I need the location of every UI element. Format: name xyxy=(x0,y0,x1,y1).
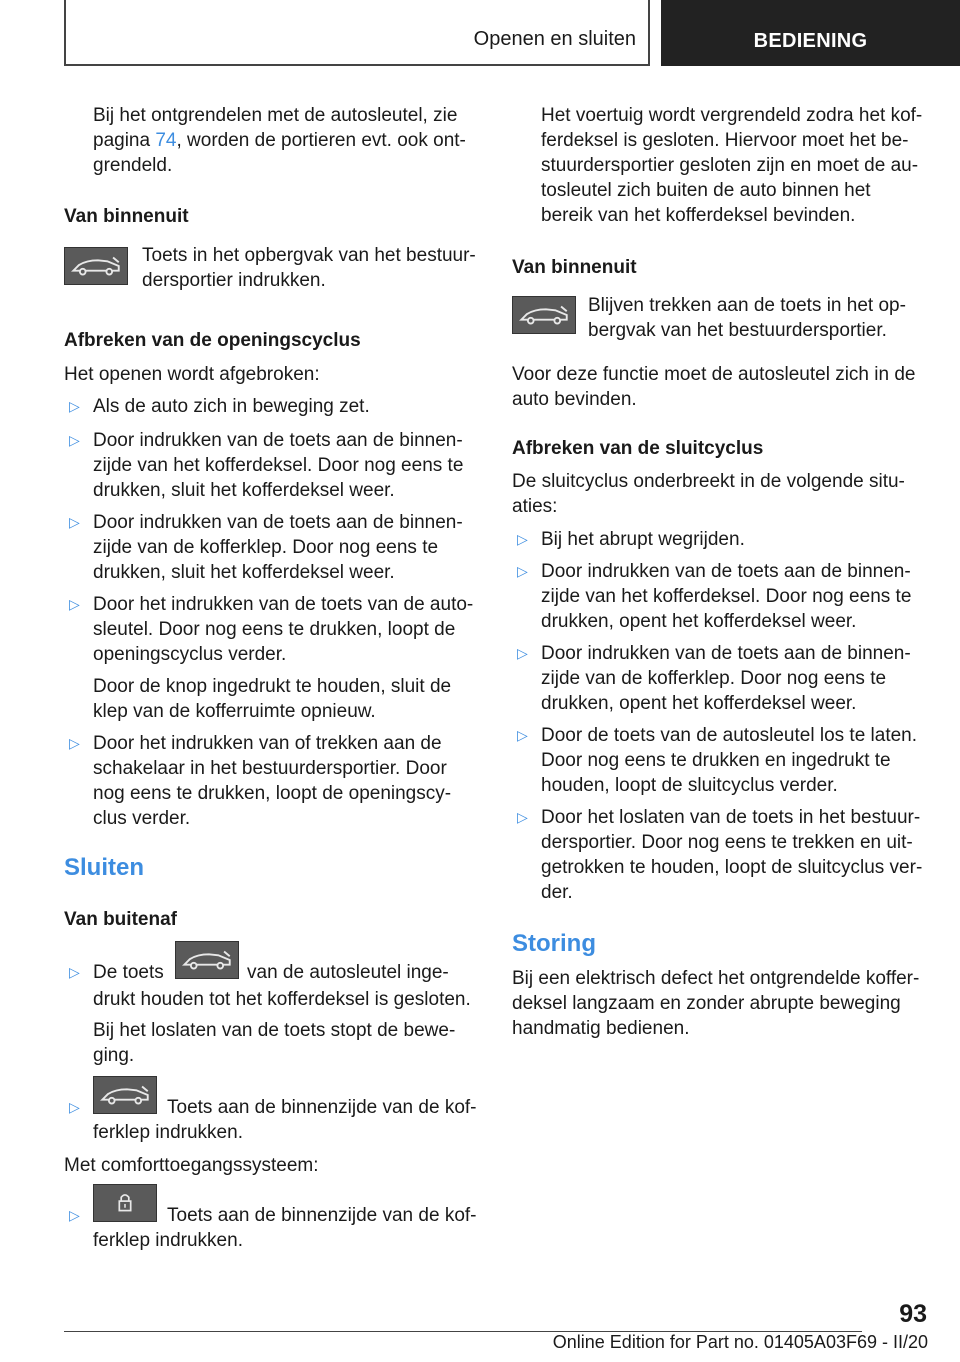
heading-abort-opening: Afbreken van de openingscyclus xyxy=(64,330,361,351)
abort-intro: Het openen wordt afgebroken: xyxy=(64,364,320,385)
list-item: De toets xyxy=(93,962,164,983)
intro-text-line: pagina 74, worden de portieren evt. ook ont- xyxy=(93,130,466,151)
list-item: clus verder. xyxy=(93,808,191,829)
intro-text-line: grendeld. xyxy=(93,155,173,176)
list-item: Door de toets van de autosleutel los te laten. xyxy=(541,725,918,746)
text-line: Bij een elektrisch defect het ontgrendelde koffer- xyxy=(512,968,920,989)
list-item: drukken, sluit het kofferdeksel weer. xyxy=(93,562,395,583)
list-item: zijde van de kofferklep. Door nog eens te xyxy=(93,537,439,558)
list-item: Door nog eens te drukken en ingedrukt te xyxy=(541,750,891,771)
list-item: houden, loopt de sluitcyclus verder. xyxy=(541,775,838,796)
triangle-bullet-icon: ▷ xyxy=(69,1207,80,1223)
list-item: Door indrukken van de toets aan de binnen- xyxy=(93,512,463,533)
triangle-bullet-icon: ▷ xyxy=(69,432,80,448)
header-chapter-tab[interactable]: BEDIENING xyxy=(661,0,960,66)
list-item: sleutel. Door nog eens te drukken, loopt de xyxy=(93,619,456,640)
text-line: Het voertuig wordt vergrendeld zodra het kof- xyxy=(541,105,923,126)
list-item: drukt houden tot het kofferdeksel is gesloten. xyxy=(93,989,471,1010)
triangle-bullet-icon: ▷ xyxy=(69,735,80,751)
text-line: handmatig bedienen. xyxy=(512,1018,690,1039)
heading-from-outside: Van buitenaf xyxy=(64,909,177,930)
triangle-bullet-icon: ▷ xyxy=(69,596,80,612)
header-section-title: Openen en sluiten xyxy=(473,28,636,50)
list-item: der. xyxy=(541,882,573,903)
list-item: Bij het loslaten van de toets stopt de bewe- xyxy=(93,1020,456,1041)
triangle-bullet-icon: ▷ xyxy=(517,727,528,743)
text-line: deksel langzaam en zonder abrupte beweging xyxy=(512,993,901,1014)
footer-edition: Online Edition for Part no. 01405A03F69 - II/20 xyxy=(552,1332,928,1352)
text-line: bereik van het kofferdeksel bevinden. xyxy=(541,205,856,226)
triangle-bullet-icon: ▷ xyxy=(517,645,528,661)
list-item: getrokken te houden, loopt de sluitcyclus ver- xyxy=(541,857,923,878)
car-trunk-icon xyxy=(64,247,128,285)
list-item: Door indrukken van de toets aan de binnen- xyxy=(93,430,463,451)
list-item: Toets aan de binnenzijde van de kof- xyxy=(167,1205,477,1226)
list-item: drukken, sluit het kofferdeksel weer. xyxy=(93,480,395,501)
page-link[interactable]: 74 xyxy=(155,130,177,151)
triangle-bullet-icon: ▷ xyxy=(517,809,528,825)
header-frame-bottom xyxy=(64,64,650,66)
car-trunk-icon xyxy=(512,296,576,334)
list-item: Toets aan de binnenzijde van de kof- xyxy=(167,1097,477,1118)
triangle-bullet-icon: ▷ xyxy=(69,514,80,530)
list-item: Door de knop ingedrukt te houden, sluit de xyxy=(93,676,452,697)
list-item: nog eens te drukken, loopt de openingscy- xyxy=(93,783,452,804)
list-item: Als de auto zich in beweging zet. xyxy=(93,396,370,417)
list-item: drukken, opent het kofferdeksel weer. xyxy=(541,611,857,632)
list-item: Door het loslaten van de toets in het bestuur- xyxy=(541,807,921,828)
intro-text-line: Bij het ontgrendelen met de autosleutel, zie xyxy=(93,105,458,126)
list-item: Door het indrukken van de toets van de auto- xyxy=(93,594,474,615)
text-line: aties: xyxy=(512,496,558,517)
page-number: 93 xyxy=(899,1300,927,1328)
padlock-icon xyxy=(93,1184,157,1222)
list-item: van de autosleutel inge- xyxy=(247,962,449,983)
comfort-access-label: Met comforttoegangssysteem: xyxy=(64,1155,319,1176)
inside-text-line: dersportier indrukken. xyxy=(142,270,326,291)
list-item: openingscyclus verder. xyxy=(93,644,287,665)
text-line: Voor deze functie moet de autosleutel zich in de xyxy=(512,364,916,385)
list-item: zijde van de kofferklep. Door nog eens te xyxy=(541,668,887,689)
text-line: auto bevinden. xyxy=(512,389,637,410)
list-item: schakelaar in het bestuurdersportier. Door xyxy=(93,758,447,779)
text-line: stuurdersportier gesloten zijn en moet de au- xyxy=(541,155,919,176)
triangle-bullet-icon: ▷ xyxy=(69,398,80,414)
text-line: tosleutel zich buiten de auto binnen het xyxy=(541,180,871,201)
triangle-bullet-icon: ▷ xyxy=(517,563,528,579)
heading-from-inside: Van binnenuit xyxy=(512,257,637,278)
inside-text-line: bergvak van het bestuurdersportier. xyxy=(588,320,887,341)
list-item: Door het indrukken van of trekken aan de xyxy=(93,733,442,754)
list-item: ferklep indrukken. xyxy=(93,1122,243,1143)
heading-from-inside: Van binnenuit xyxy=(64,206,189,227)
list-item: Door indrukken van de toets aan de binnen- xyxy=(541,643,911,664)
inside-text-line: Blijven trekken aan de toets in het op- xyxy=(588,295,906,316)
list-item: Door indrukken van de toets aan de binnen- xyxy=(541,561,911,582)
list-item: Bij het abrupt wegrijden. xyxy=(541,529,745,550)
triangle-bullet-icon: ▷ xyxy=(69,964,80,980)
section-title-close: Sluiten xyxy=(64,854,145,881)
list-item: klep van de kofferruimte opnieuw. xyxy=(93,701,376,722)
heading-abort-closing: Afbreken van de sluitcyclus xyxy=(512,438,764,459)
list-item: zijde van het kofferdeksel. Door nog eens te xyxy=(93,455,464,476)
text-line: ferdeksel is gesloten. Hiervoor moet het be- xyxy=(541,130,909,151)
car-trunk-icon xyxy=(93,1076,157,1114)
triangle-bullet-icon: ▷ xyxy=(69,1099,80,1115)
section-title-fault: Storing xyxy=(512,930,596,957)
triangle-bullet-icon: ▷ xyxy=(517,531,528,547)
list-item: ging. xyxy=(93,1045,135,1066)
header-frame-divider xyxy=(648,0,650,66)
list-item: ferklep indrukken. xyxy=(93,1230,243,1251)
text-line: De sluitcyclus onderbreekt in de volgende situ- xyxy=(512,471,905,492)
list-item: drukken, opent het kofferdeksel weer. xyxy=(541,693,857,714)
car-trunk-icon xyxy=(175,941,239,979)
list-item: zijde van het kofferdeksel. Door nog eens te xyxy=(541,586,912,607)
list-item: dersportier. Door nog eens te trekken en uit- xyxy=(541,832,913,853)
inside-text-line: Toets in het opbergvak van het bestuur- xyxy=(142,245,476,266)
